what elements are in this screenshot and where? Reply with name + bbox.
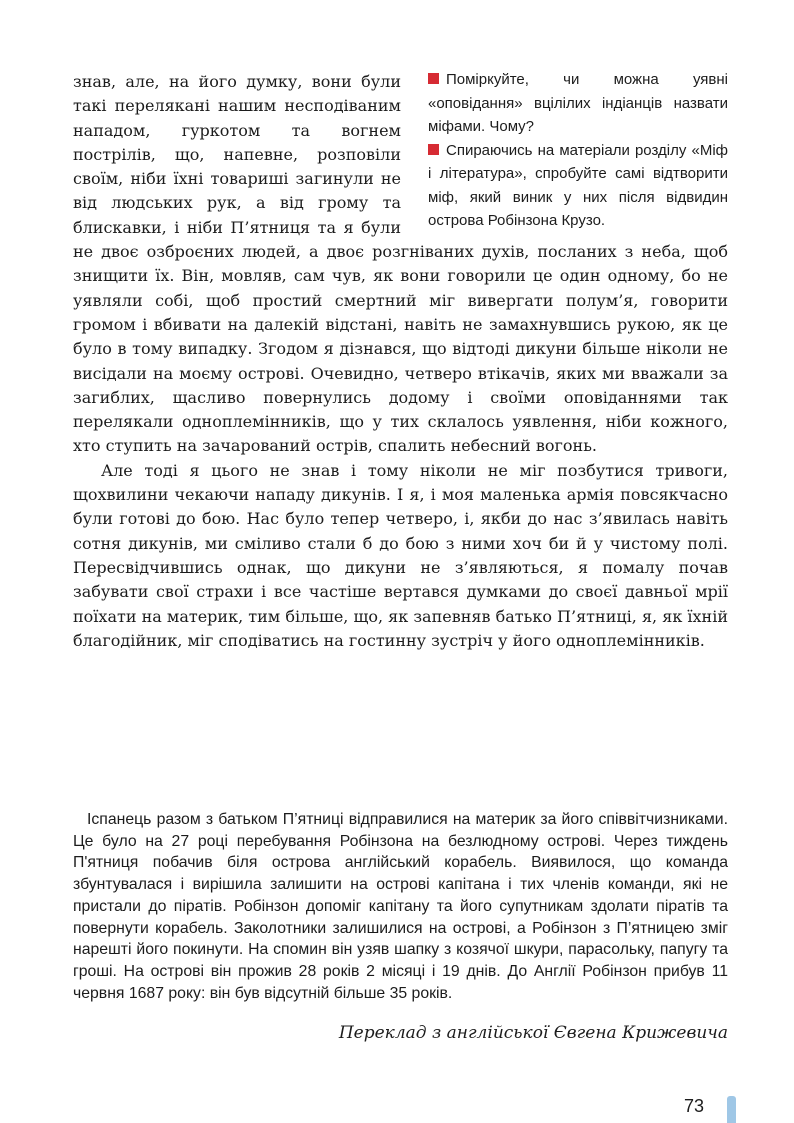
task-text: Поміркуйте, чи можна уявні «оповідання» вцілілих індіанців назвати міфами. Чому? (428, 71, 728, 135)
task-item (428, 139, 728, 233)
paragraph: знав, але, на його думку, вони були такі перелякані нашим несподіваним нападом, гуркотом та вогнем пострілів, що, напевне, розповіли своїм, ніби їхні товариші загинули не від людських рук, а від грому та блискавки, і ніби П’ятниця та я були не двоє озброєних людей, а двоє розгніваних духів, посланих з неба, щоб знищити їх. Він, мовляв, сам чув, як вони говорили це один одному, бо не уявляли собі, щоб простий смертний міг вивергати полум’я, говорити громом і вбивати на далекій відстані, навіть не замахнувшись рукою, як це було в тому випадку. Згодом я дізнався, що відтоді дикуни більше ніколи не висідали на моєму острові. Очевидно, четверо втікачів, яких ми вважали за загиблих, щасливо повернулись додому і своїми оповіданнями так перелякали одноплемінників, що у тих склалось уявлення, ніби кожного, хто ступить на зачарований острів, спалить небесний вогонь. (73, 72, 728, 456)
page-marker-bar (727, 1096, 736, 1123)
task-text: Спираючись на матеріали розділу «Міф і література», спробуйте самі відтворити міф, який виник у них після відвидин острова Робінзона Крузо. (428, 141, 728, 229)
red-square-bullet-icon (428, 73, 439, 84)
sidebar-tasks (428, 68, 728, 233)
page-number: 73 (684, 1096, 705, 1116)
translation-credit: Переклад з англійської Євгена Крижевича (338, 1023, 728, 1043)
task-item (428, 68, 728, 139)
summary-text: Іспанець разом з батьком П’ятниці відправилися на материк за його співвітчизниками. Це було на 27 році перебування Робінзона на безлюдному острові. Через тиждень П'ятниця побачив біля острова англійський корабель. Виявилося, що команда збунтувалася і вирішила залишити на острові капітана і тих членів команди, які не пристали до піратів. Робінзон допоміг капітану та його супутникам здолати піратів та повернути корабель. Заколотники залишилися на острові, а Робінзон з П’ятницею зміг нарешті його покинути. На спомин він узяв шапку з козячої шкури, парасольку, папугу та гроші. На острові він прожив 28 років 2 місяці і 19 днів. До Англії Робінзон прибув 11 червня 1687 року: він був відсутній більше 35 років. (73, 811, 728, 1002)
paragraph: Але тоді я цього не знав і тому ніколи не міг позбутися тривоги, щохвилини чекаючи нападу дикунів. І я, і моя маленька армія повсякчасно були готові до бою. Нас було тепер четверо, і, якби до нас з’явилась навіть сотня дикунів, ми сміливо стали б до бою з ними хоч би й у чистому полі. Пересвідчившись однак, що дикуни не з’являються, я помалу почав забувати свої страхи і все частіше вертався думками до своєї давньої мрії поїхати на материк, тим більше, що, як запевняв батько П’ятниці, я, як їхній благодійник, міг сподіватись на гостинну зустріч у його одноплемінників. (73, 460, 728, 650)
red-square-bullet-icon (428, 144, 439, 155)
main-text (73, 70, 728, 653)
